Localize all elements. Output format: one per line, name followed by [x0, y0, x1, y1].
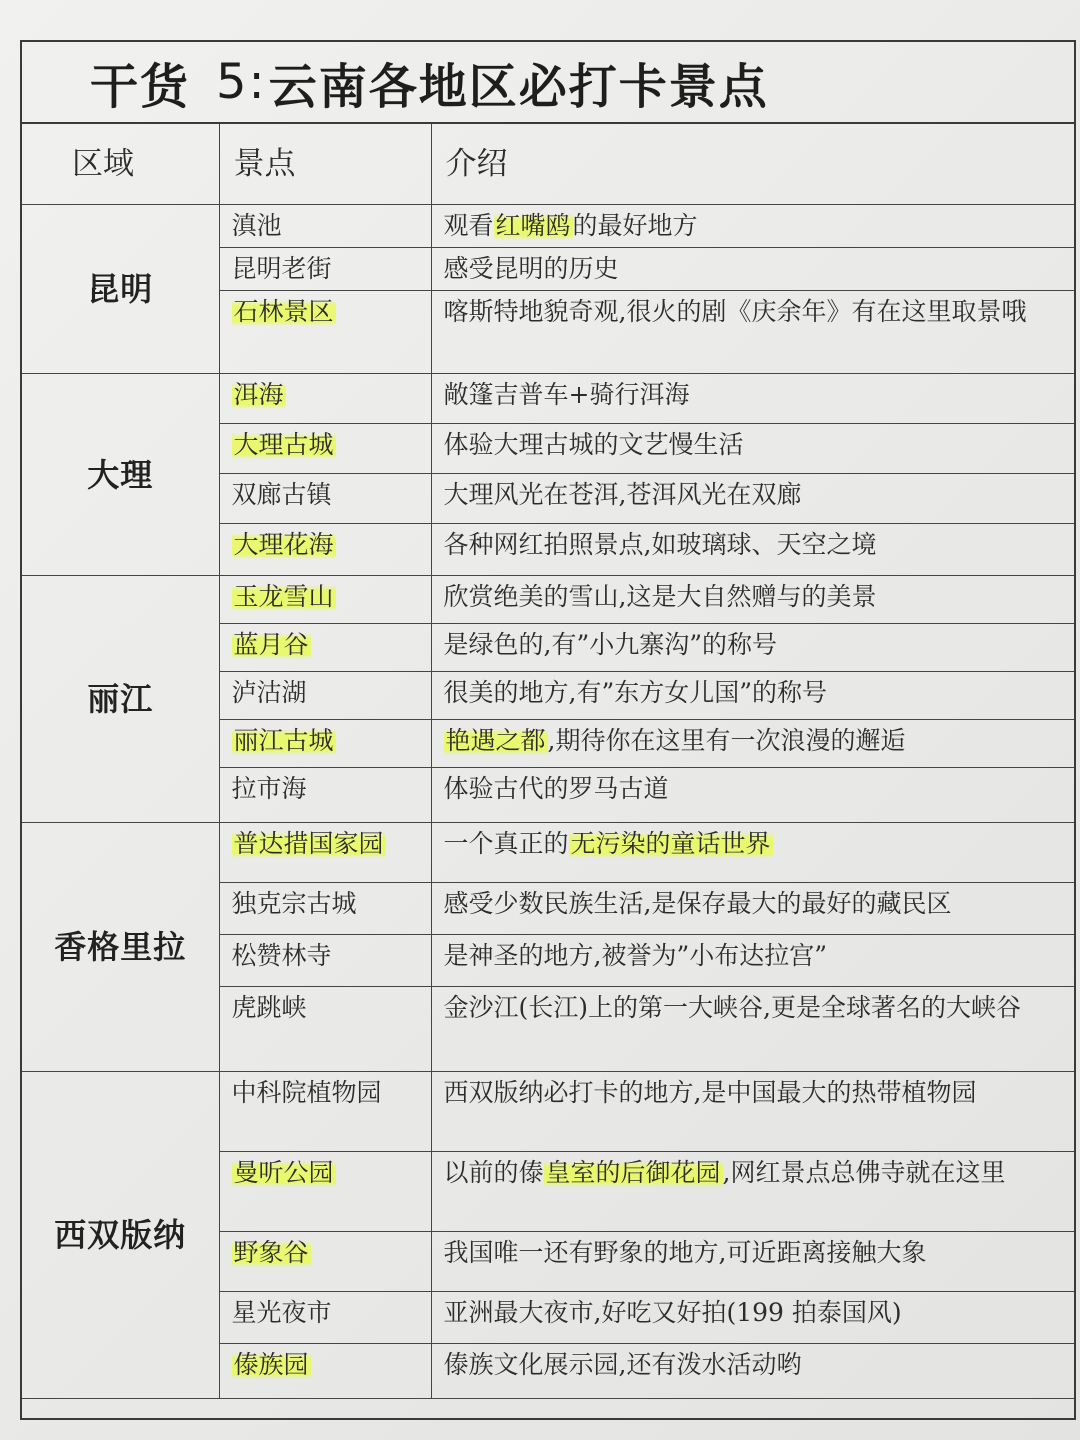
region-name: 丽江 — [22, 576, 219, 823]
intro-cell — [431, 883, 1074, 935]
intro-cell — [431, 1344, 1074, 1399]
table-row — [22, 576, 1074, 624]
region-name: 香格里拉 — [22, 823, 219, 1072]
intro-cell — [431, 624, 1074, 672]
intro-text: ,网红景点总佛寺就在这里 — [722, 1158, 1006, 1187]
spot-name: 拉市海 — [231, 774, 307, 803]
spot-cell — [219, 248, 431, 291]
region-name: 西双版纳 — [22, 1072, 219, 1399]
spot-cell — [219, 424, 431, 474]
spot-name: 松赞林寺 — [231, 941, 332, 970]
intro-text: 体验大理古城的文艺慢生活 — [443, 430, 744, 459]
document-frame — [20, 40, 1076, 1420]
intro-text: 傣族文化展示园,还有泼水活动哟 — [443, 1350, 802, 1379]
table-row — [22, 823, 1074, 883]
spot-name: 虎跳峡 — [231, 993, 307, 1022]
intro-text-highlighted: 红嘴鸥 — [495, 211, 571, 240]
intro-cell — [431, 1292, 1074, 1344]
intro-text: 欣赏绝美的雪山,这是大自然赠与的美景 — [443, 582, 877, 611]
intro-cell — [431, 576, 1074, 624]
title-number: 5: — [216, 54, 267, 110]
intro-cell — [431, 1152, 1074, 1232]
header-spot: 景点 — [219, 124, 431, 205]
intro-text: 喀斯特地貌奇观,很火的剧《庆余年》有在这里取景哦 — [443, 297, 1027, 326]
intro-text-highlighted: 皇室的后御花园 — [545, 1158, 721, 1187]
spot-cell — [219, 720, 431, 768]
spot-cell — [219, 883, 431, 935]
intro-text: 是神圣的地方,被誉为”小布达拉宫” — [443, 941, 828, 970]
intro-text: 亚洲最大夜市,好吃又好拍(199 拍泰国风) — [443, 1298, 902, 1327]
spot-name-highlighted: 玉龙雪山 — [233, 582, 334, 611]
spot-name-highlighted: 大理古城 — [233, 430, 334, 459]
intro-text: 观看 — [443, 211, 494, 240]
intro-text: 感受少数民族生活,是保存最大的最好的藏民区 — [443, 889, 952, 918]
intro-cell — [431, 374, 1074, 424]
spot-name-highlighted: 石林景区 — [233, 297, 334, 326]
spot-name: 双廊古镇 — [231, 480, 332, 509]
spot-name: 星光夜市 — [231, 1298, 332, 1327]
spot-cell — [219, 935, 431, 987]
spot-cell — [219, 672, 431, 720]
spot-cell — [219, 291, 431, 374]
spot-cell — [219, 1292, 431, 1344]
spot-cell — [219, 1232, 431, 1292]
header-intro: 介绍 — [431, 124, 1074, 205]
intro-cell — [431, 424, 1074, 474]
spot-name-highlighted: 洱海 — [233, 380, 284, 409]
intro-cell — [431, 474, 1074, 524]
title-prefix: 干货 — [90, 58, 191, 115]
intro-cell — [431, 1072, 1074, 1152]
header-region: 区域 — [22, 124, 219, 205]
table-row — [22, 1072, 1074, 1152]
table-row — [22, 205, 1074, 248]
spot-cell — [219, 374, 431, 424]
spot-cell — [219, 987, 431, 1072]
intro-text: 感受昆明的历史 — [443, 254, 619, 283]
spot-cell — [219, 624, 431, 672]
intro-cell — [431, 823, 1074, 883]
intro-cell — [431, 1232, 1074, 1292]
spot-cell — [219, 474, 431, 524]
intro-cell — [431, 291, 1074, 374]
spot-cell — [219, 1344, 431, 1399]
spot-name: 独克宗古城 — [231, 889, 357, 918]
spot-cell — [219, 524, 431, 576]
title-text: 云南各地区必打卡景点 — [268, 58, 769, 115]
spot-name: 滇池 — [231, 211, 282, 240]
intro-text: 体验古代的罗马古道 — [443, 774, 669, 803]
intro-text: 很美的地方,有”东方女儿国”的称号 — [443, 678, 828, 707]
region-name: 昆明 — [22, 205, 219, 374]
intro-text: 我国唯一还有野象的地方,可近距离接触大象 — [443, 1238, 927, 1267]
spot-cell — [219, 823, 431, 883]
spot-cell — [219, 576, 431, 624]
spot-name-highlighted: 普达措国家园 — [233, 829, 384, 858]
intro-text: 敞篷吉普车+骑行洱海 — [443, 380, 690, 409]
intro-text: 西双版纳必打卡的地方,是中国最大的热带植物园 — [443, 1078, 977, 1107]
spot-name-highlighted: 野象谷 — [233, 1238, 309, 1267]
spot-name: 中科院植物园 — [231, 1078, 382, 1107]
spot-cell — [219, 1152, 431, 1232]
attractions-table — [22, 124, 1074, 1399]
spot-name-highlighted: 曼听公园 — [233, 1158, 334, 1187]
intro-cell — [431, 935, 1074, 987]
intro-cell — [431, 987, 1074, 1072]
intro-text-highlighted: 艳遇之都 — [445, 726, 546, 755]
intro-text: ,期待你在这里有一次浪漫的邂逅 — [547, 726, 906, 755]
intro-text: 是绿色的,有”小九寨沟”的称号 — [443, 630, 778, 659]
table-row — [22, 374, 1074, 424]
intro-text: 大理风光在苍洱,苍洱风光在双廊 — [443, 480, 802, 509]
page-title — [22, 42, 1074, 124]
intro-text: 的最好地方 — [572, 211, 698, 240]
intro-cell — [431, 720, 1074, 768]
table-body — [22, 205, 1074, 1399]
intro-text: 金沙江(长江)上的第一大峡谷,更是全球著名的大峡谷 — [443, 993, 1021, 1022]
intro-text-highlighted: 无污染的童话世界 — [570, 829, 771, 858]
table-header-row — [22, 124, 1074, 205]
intro-text: 各种网红拍照景点,如玻璃球、天空之境 — [443, 530, 877, 559]
intro-cell — [431, 672, 1074, 720]
intro-cell — [431, 248, 1074, 291]
spot-name-highlighted: 傣族园 — [233, 1350, 309, 1379]
intro-text: 一个真正的 — [443, 829, 569, 858]
spot-name-highlighted: 丽江古城 — [233, 726, 334, 755]
spot-name-highlighted: 大理花海 — [233, 530, 334, 559]
spot-name: 泸沽湖 — [231, 678, 307, 707]
spot-name-highlighted: 蓝月谷 — [233, 630, 309, 659]
intro-cell — [431, 205, 1074, 248]
spot-cell — [219, 768, 431, 823]
intro-cell — [431, 768, 1074, 823]
region-name: 大理 — [22, 374, 219, 576]
spot-cell — [219, 1072, 431, 1152]
spot-cell — [219, 205, 431, 248]
intro-text: 以前的傣 — [443, 1158, 544, 1187]
spot-name: 昆明老街 — [231, 254, 332, 283]
intro-cell — [431, 524, 1074, 576]
